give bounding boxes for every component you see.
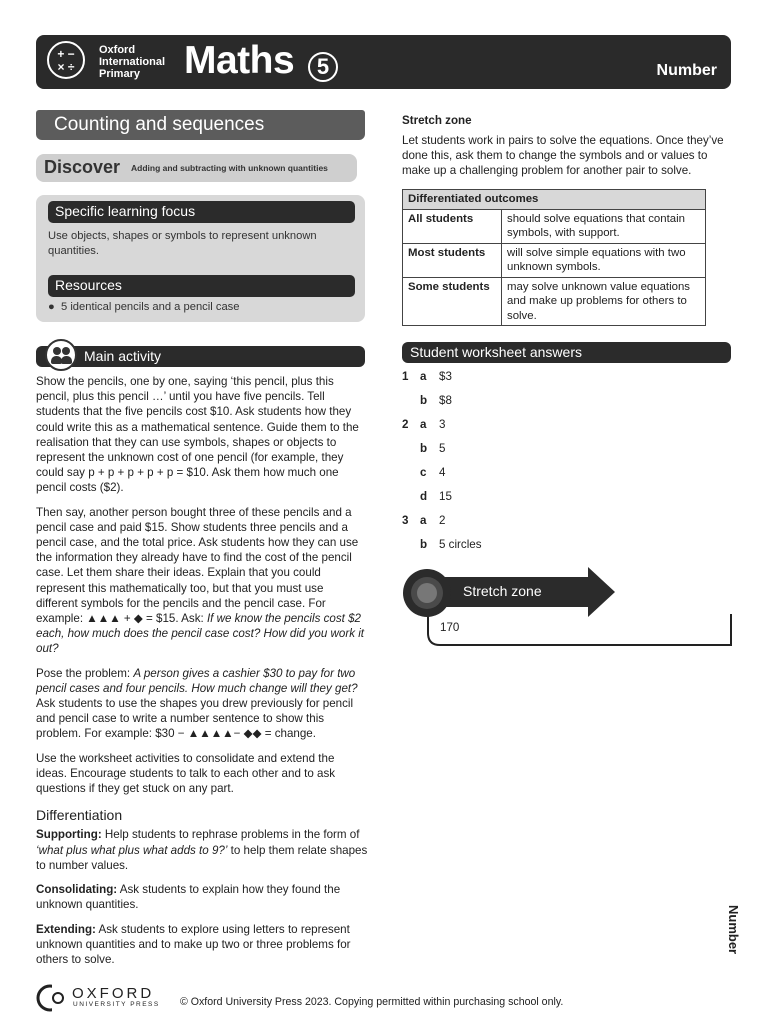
answer-letter: a: [420, 370, 427, 383]
people-icon: [45, 339, 77, 371]
diff-consolidating: [36, 882, 368, 912]
answers-heading: Student worksheet answers: [410, 344, 582, 360]
consolidating-text: Ask students to explain how they found the unknown quantities.: [36, 883, 341, 912]
answer-letter: c: [420, 466, 427, 479]
p3-problem: A person gives a cashier $30 to pay for two pencil cases and four pencils. How much change will they get?: [36, 666, 358, 695]
publisher-sub-text: UNIVERSITY PRESS: [73, 1001, 160, 1008]
outcomes-table: [402, 189, 706, 326]
answer-value: 2: [439, 514, 446, 527]
learning-focus-text: Use objects, shapes or symbols to represent unknown quantities.: [48, 230, 317, 257]
discover-label: Discover: [44, 157, 121, 177]
answer-value: 4: [439, 466, 446, 479]
maths-symbols-logo: [47, 41, 85, 79]
answer-value: $3: [439, 370, 452, 383]
table-row: [403, 277, 706, 326]
answers-list: [402, 370, 602, 560]
series-brand: [99, 44, 165, 80]
outcome-group: Most students: [403, 243, 502, 277]
publisher-logo-text: OXFORD: [72, 985, 155, 1002]
brand-line-3: Primary: [99, 68, 140, 80]
copyright-notice: © Oxford University Press 2023. Copying permitted within purchasing school only.: [180, 996, 564, 1008]
discover-subtitle: Adding and subtracting with unknown quantities: [131, 163, 328, 173]
resource-item: 5 identical pencils and a pencil case: [60, 301, 240, 313]
answer-value: 15: [439, 490, 452, 503]
diff-supporting: [36, 827, 368, 873]
answer-value: 5 circles: [439, 538, 482, 551]
main-activity-p3: [36, 666, 368, 742]
side-topic-label: Number: [726, 905, 741, 955]
brand-line-1: Oxford: [99, 44, 136, 56]
extending-label: Extending:: [36, 922, 96, 936]
diff-extending: [36, 922, 368, 968]
supporting-text-c: to help them relate shapes to number values.: [36, 843, 368, 872]
level-badge: 5: [308, 52, 338, 82]
answer-letter: a: [420, 514, 427, 527]
answers-bar: [402, 342, 731, 363]
answer-value: $8: [439, 394, 452, 407]
main-activity-p4: Use the worksheet activities to consolidate and extend the ideas. Encourage students to talk to each other and to ask questions if they get stuck on any part.: [36, 751, 336, 796]
supporting-question: ‘what plus what plus what adds to 9?’: [36, 843, 228, 857]
brand-line-2: International: [99, 56, 166, 68]
answer-num: 3: [402, 514, 409, 527]
topic-label: Number: [656, 62, 717, 79]
answer-num: 2: [402, 418, 409, 431]
p2-question: If we know the pencils cost $2 each, how much does the pencil case cost? How did you work it out?: [36, 612, 365, 656]
main-activity-p1: Show the pencils, one by one, saying ‘this pencil, plus this pencil, plus this pencil …’ until you have five pencils. Tell students that the five pencils cost $10. Ask students how they could write this as a mathematical sentence. Guide them to the realisation that they can use symbols, shapes or objects to represent the unknown cost of one pencil (for example, they could say p + p + p + p + p = $10. Ask them how much one pencil costs ($2).: [36, 375, 359, 495]
p3-text: Ask students to use the shapes you drew previously for pencil and pencil case to write a number sentence to show this problem. For example: $30 − ▲▲▲▲− ◆◆ = change.: [36, 697, 354, 741]
main-activity-bar: [36, 346, 365, 367]
stretch-zone-text: Let students work in pairs to solve the equations. Once they’ve done this, ask them to change the symbols and or values to make up a challenging problem for another pair to solve.: [402, 134, 724, 178]
table-row: [403, 209, 706, 243]
outcome-group: Some students: [403, 277, 502, 326]
supporting-text-a: Help students to rephrase problems in the form of: [101, 828, 360, 842]
outcome-text: may solve unknown value equations and make up problems for others to solve.: [502, 277, 706, 326]
bullet-icon: ●: [48, 301, 55, 313]
stretch-zone-box-heading: Stretch zone: [463, 583, 542, 599]
supporting-label: Supporting:: [36, 828, 102, 842]
stretch-zone-answer: 170: [440, 621, 460, 634]
section-title-bar: [36, 110, 365, 140]
extending-text: Ask students to explore using letters to represent unknown quantities and to make up two or three problems for others to solve.: [36, 922, 351, 966]
answer-value: 5: [439, 442, 446, 455]
answer-letter: d: [420, 490, 428, 503]
answer-box-outline: [428, 605, 731, 645]
outcomes-heading: Differentiated outcomes: [403, 190, 706, 210]
resources-list: [48, 300, 348, 315]
outcome-text: should solve equations that contain symbols, with support.: [502, 209, 706, 243]
stretch-zone-box: [400, 565, 740, 650]
oxford-logo-icon: [36, 984, 68, 1012]
book-title: Maths: [184, 39, 295, 82]
outcome-text: will solve simple equations with two unknown symbols.: [502, 243, 706, 277]
resources-heading: Resources: [48, 275, 355, 297]
p3-lead: Pose the problem:: [36, 666, 134, 680]
differentiation-heading: Differentiation: [36, 807, 123, 824]
answer-letter: b: [420, 394, 428, 407]
answer-letter: a: [420, 418, 427, 431]
answer-num: 1: [402, 370, 409, 383]
stretch-zone-heading: Stretch zone: [402, 114, 472, 127]
main-activity-body: [36, 374, 368, 976]
consolidating-label: Consolidating:: [36, 883, 118, 897]
logo-symbols: + − × ÷: [57, 47, 75, 74]
learning-focus-heading: Specific learning focus: [48, 201, 355, 223]
main-activity-p2: [36, 505, 368, 657]
outcome-group: All students: [403, 209, 502, 243]
discover-banner: [36, 154, 357, 182]
section-title: Counting and sequences: [54, 114, 265, 135]
main-activity-heading: Main activity: [84, 348, 162, 364]
answer-value: 3: [439, 418, 446, 431]
p2-text: Then say, another person bought three of these pencils and a pencil case and paid $15. Show students three pencils and a pencil case, and the total price. Ask students how they can use the information they already have to find the cost of the pencil case. Let them share their ideas. Explain that you could represent this mathematically too, but that you must use different symbols for the pencils and the pencil case. For example: ▲▲▲ + ◆ = $15. Ask:: [36, 505, 359, 626]
answer-letter: b: [420, 442, 428, 455]
answer-letter: b: [420, 538, 428, 551]
table-row: [403, 243, 706, 277]
page-header: [36, 35, 731, 89]
